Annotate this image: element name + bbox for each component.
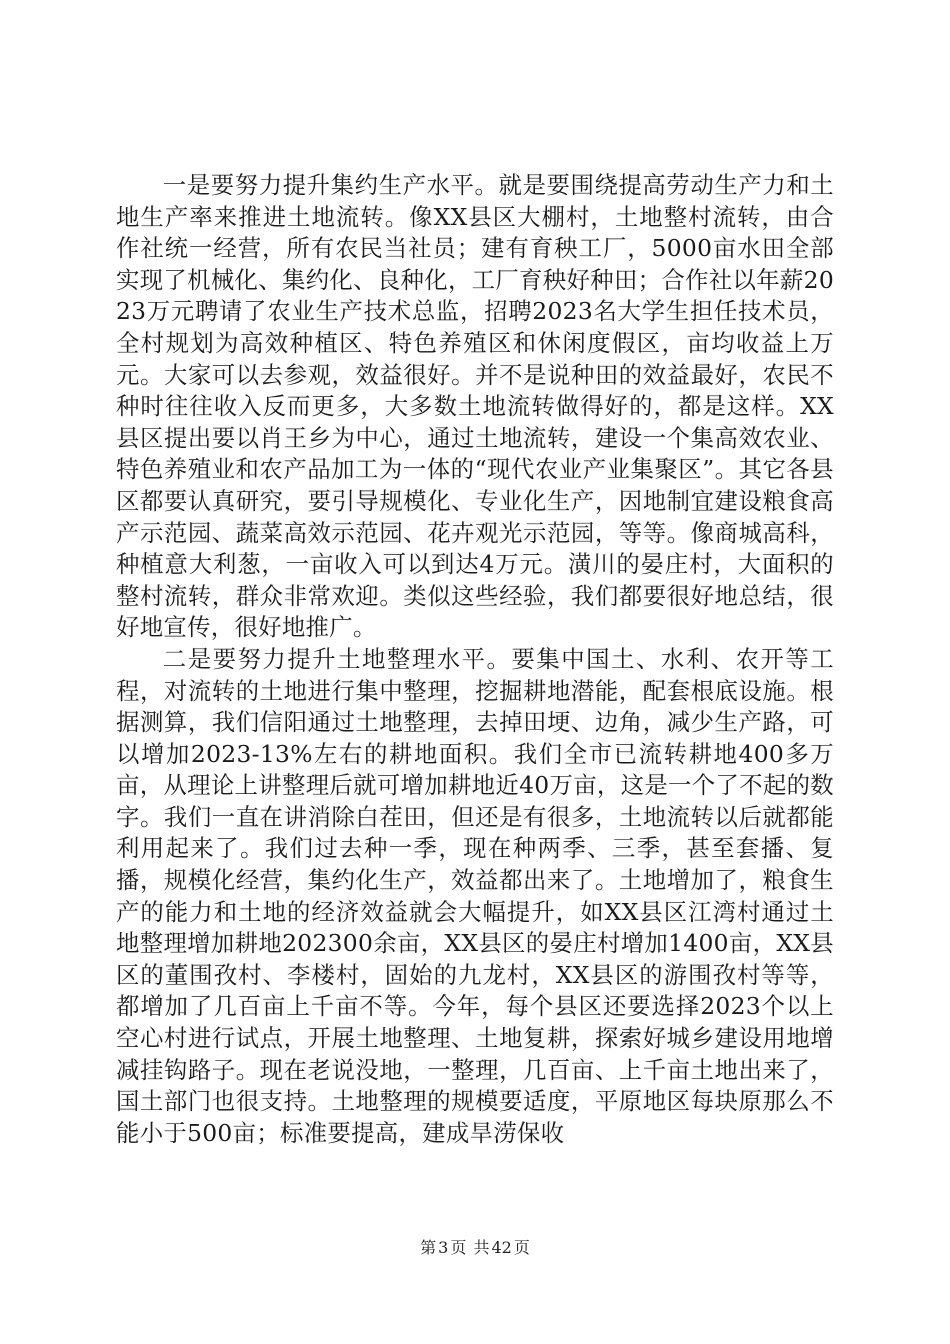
paragraph-land-consolidation: 二是要努力提升土地整理水平。要集中国土、水利、农开等工程，对流转的土地进行集中整理，挖掘耕地潜能，配套根底设施。根据测算，我们信阳通过土地整理，去掉田埂、边角，减少生产路，可以增加2023-13%左右的耕地面积。我们全市已流转耕地400多万亩，从理论上讲整理后就可增加耕地近40万亩，这是一个了不起的数字。我们一直在讲消除白茬田，但还是有很多，土地流转以后就都能利用起来了。我们过去种一季，现在种两季、三季，甚至套播、复播，规模化经营，集约化生产，效益都出来了。土地增加了，粮食生产的能力和土地的经济效益就会大幅提升，如XX县区江湾村通过土地整理增加耕地202300余亩，XX县区的晏庄村增加1400亩，XX县区的董围孜村、李楼村，固始的九龙村，XX县区的游围孜村等等，都增加了几百亩上千亩不等。今年，每个县区还要选择2023个以上空心村进行试点，开展土地整理、土地复耕，探索好城乡建设用地增减挂钩路子。现在老说没地，一整理，几百亩、上千亩土地出来了，国土部门也很支持。土地整理的规模要适度，平原地区每块原那么不能小于500亩；标准要提高，建成旱涝保收 — [116, 644, 834, 1147]
paragraph-land-intensive-production: 一是要努力提升集约生产水平。就是要围绕提高劳动生产力和土地生产率来推进土地流转。像XX县区大棚村，土地整村流转，由合作社统一经营，所有农民当社员；建有育秧工厂，5000亩水田全部实现了机械化、集约化、良种化，工厂育秧好种田；合作社以年薪2023万元聘请了农业生产技术总监，招聘2023名大学生担任技术员，全村规划为高效种植区、特色养殖区和休闲度假区，亩均收益上万元。大家可以去参观，效益很好。并不是说种田的效益最好，农民不种时往往收入反而更多，大多数土地流转做得好的，都是这样。XX县区提出要以肖王乡为中心，通过土地流转，建设一个集高效农业、特色养殖业和农产品加工为一体的“现代农业产业集聚区”。其它各县区都要认真研究，要引导规模化、专业化生产，因地制宜建设粮食高产示范园、蔬菜高效示范园、花卉观光示范园，等等。像商城高科，种植意大利葱，一亩收入可以到达4万元。潢川的晏庄村，大面积的整村流转，群众非常欢迎。类似这些经验，我们都要很好地总结，很好地宣传，很好地推广。 — [116, 171, 834, 642]
total-label-suffix: 页 — [513, 1238, 530, 1257]
page-label-prefix: 第 — [420, 1238, 437, 1257]
body-text — [116, 170, 834, 1149]
total-pages-number: 42 — [491, 1238, 512, 1257]
page-footer — [0, 1238, 950, 1258]
page-label-suffix: 页 — [450, 1238, 467, 1257]
total-label-prefix: 共 — [473, 1238, 490, 1257]
current-page-number: 3 — [438, 1238, 449, 1257]
